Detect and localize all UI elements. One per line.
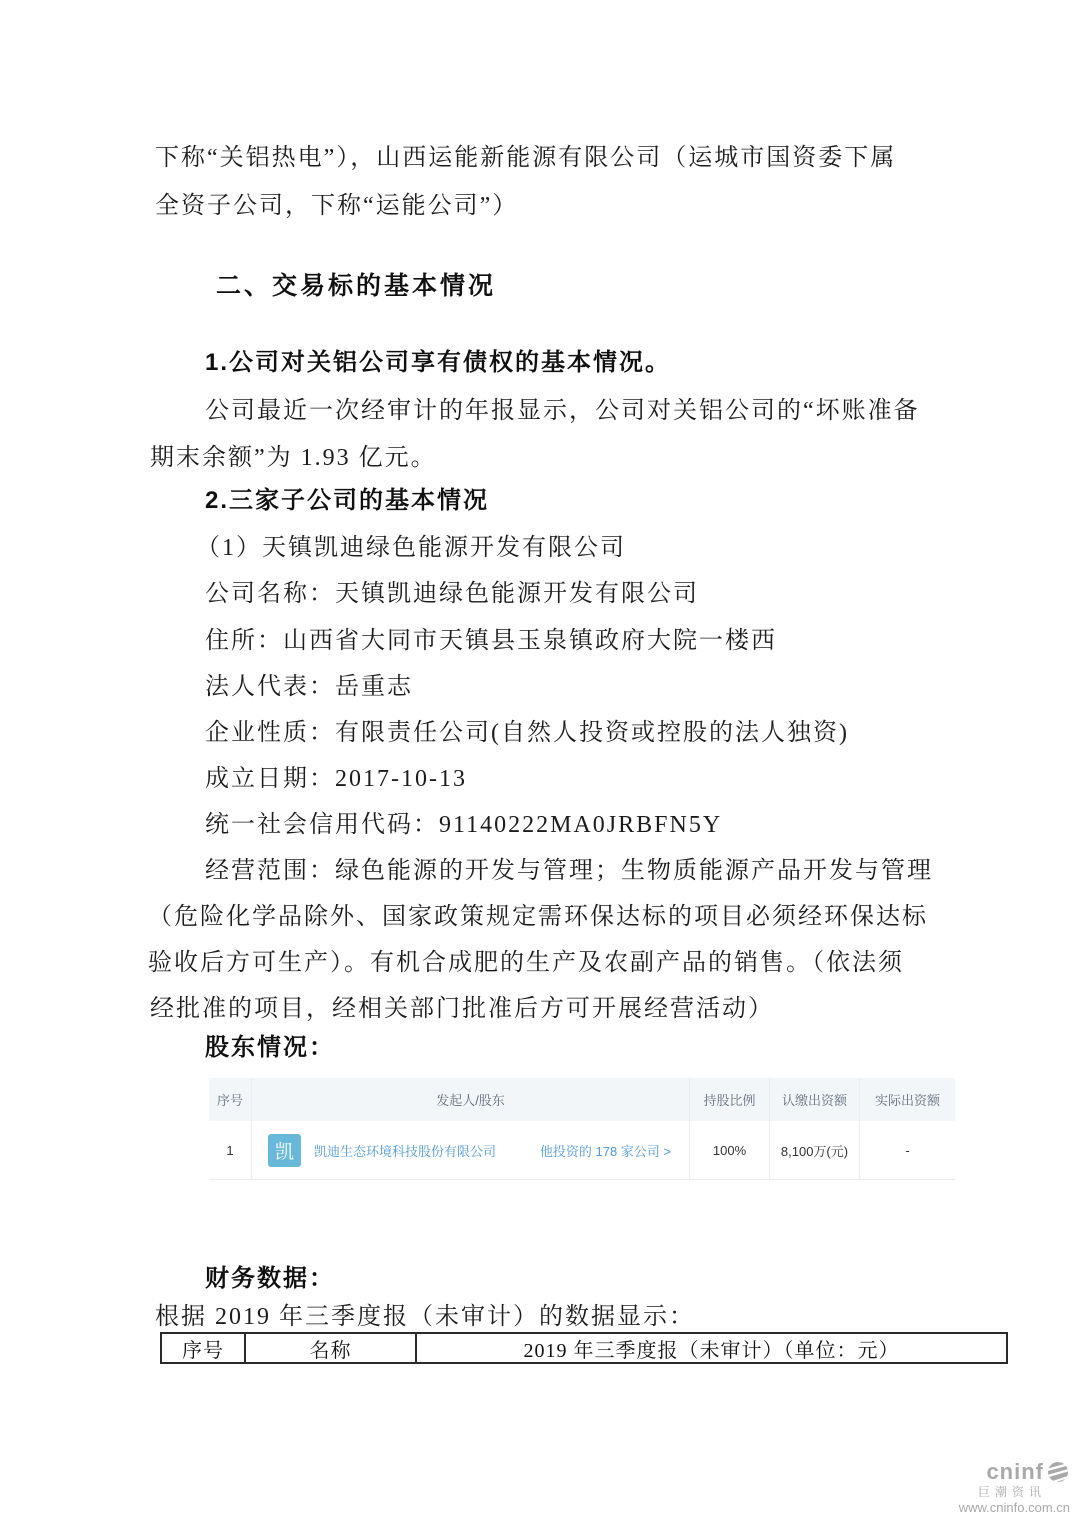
- financial-table: [160, 1332, 1008, 1364]
- field-company-name: 公司名称：天镇凯迪绿色能源开发有限公司: [205, 581, 699, 607]
- scope-line-2: （危险化学品除外、国家政策规定需环保达标的项目必须经环保达标: [148, 904, 928, 930]
- shareholder-table: [209, 1078, 955, 1180]
- subsection-1-heading: 1.公司对关铝公司享有债权的基本情况。: [205, 349, 672, 376]
- field-founding-date: 成立日期：2017-10-13: [205, 766, 467, 792]
- financial-intro: 根据 2019 年三季度报（未审计）的数据显示：: [155, 1304, 695, 1330]
- shareholder-table-header: [209, 1078, 955, 1121]
- cninfo-brand-text: cninf: [986, 1459, 1044, 1484]
- table-row: [209, 1121, 955, 1179]
- company-name-link[interactable]: 凯迪生态环境科技股份有限公司: [314, 1143, 497, 1159]
- fin-column-report: 2019 年三季度报（未审计）（单位：元）: [415, 1334, 1006, 1362]
- cninfo-url: www.cninfo.com.cn: [958, 1500, 1070, 1516]
- fin-column-name: 名称: [244, 1334, 415, 1362]
- invested-companies-link[interactable]: 他投资的 178 家公司 >: [539, 1143, 671, 1159]
- row-index: 1: [226, 1142, 234, 1158]
- subsection-2-heading: 2.三家子公司的基本情况: [205, 487, 490, 514]
- scope-line-3: 验收后方可生产）。有机合成肥的生产及农副产品的销售。（依法须: [148, 950, 904, 976]
- row-subscribed: 8,100万(元): [769, 1121, 859, 1179]
- column-header-subscribed: 认缴出资额: [769, 1078, 859, 1121]
- company-avatar-icon: 凯: [268, 1134, 301, 1167]
- field-legal-rep: 法人代表：岳重志: [205, 674, 413, 700]
- field-credit-code: 统一社会信用代码：91140222MA0JRBFN5Y: [205, 812, 723, 838]
- row-ratio: 100%: [689, 1121, 769, 1179]
- cninfo-globe-icon: [1046, 1460, 1070, 1484]
- field-company-type: 企业性质：有限责任公司(自然人投资或控股的法人独资): [205, 720, 849, 746]
- field-address: 住所：山西省大同市天镇县玉泉镇政府大院一楼西: [205, 628, 777, 654]
- scope-line-1: 经营范围：绿色能源的开发与管理；生物质能源产品开发与管理: [205, 858, 933, 884]
- intro-line-1: 下称“关铝热电”），山西运能新能源有限公司（运城市国资委下属: [155, 145, 897, 171]
- cninfo-chinese-name: 巨潮资讯: [977, 1485, 1046, 1500]
- column-header-actual: 实际出资额: [859, 1078, 955, 1121]
- paragraph-line: 期末余额”为 1.93 亿元。: [150, 445, 437, 471]
- row-actual: -: [859, 1121, 955, 1179]
- financial-heading: 财务数据：: [205, 1265, 335, 1292]
- section-heading: 二、交易标的基本情况: [216, 272, 497, 300]
- column-header-founder: 发起人/股东: [251, 1078, 689, 1121]
- row-founder-cell: [251, 1121, 689, 1179]
- column-header-index: 序号: [216, 1093, 243, 1108]
- company-item-title: （1）天镇凯迪绿色能源开发有限公司: [196, 535, 626, 561]
- intro-line-2: 全资子公司，下称“运能公司”）: [155, 193, 519, 219]
- cninfo-watermark: [870, 1460, 1076, 1516]
- shareholders-heading: 股东情况：: [205, 1034, 335, 1061]
- scope-line-4: 经批准的项目，经相关部门批准后方可开展经营活动）: [150, 996, 774, 1022]
- column-header-ratio: 持股比例: [689, 1078, 769, 1121]
- fin-column-index: 序号: [182, 1339, 224, 1362]
- paragraph-line: 公司最近一次经审计的年报显示，公司对关铝公司的“坏账准备: [205, 398, 920, 424]
